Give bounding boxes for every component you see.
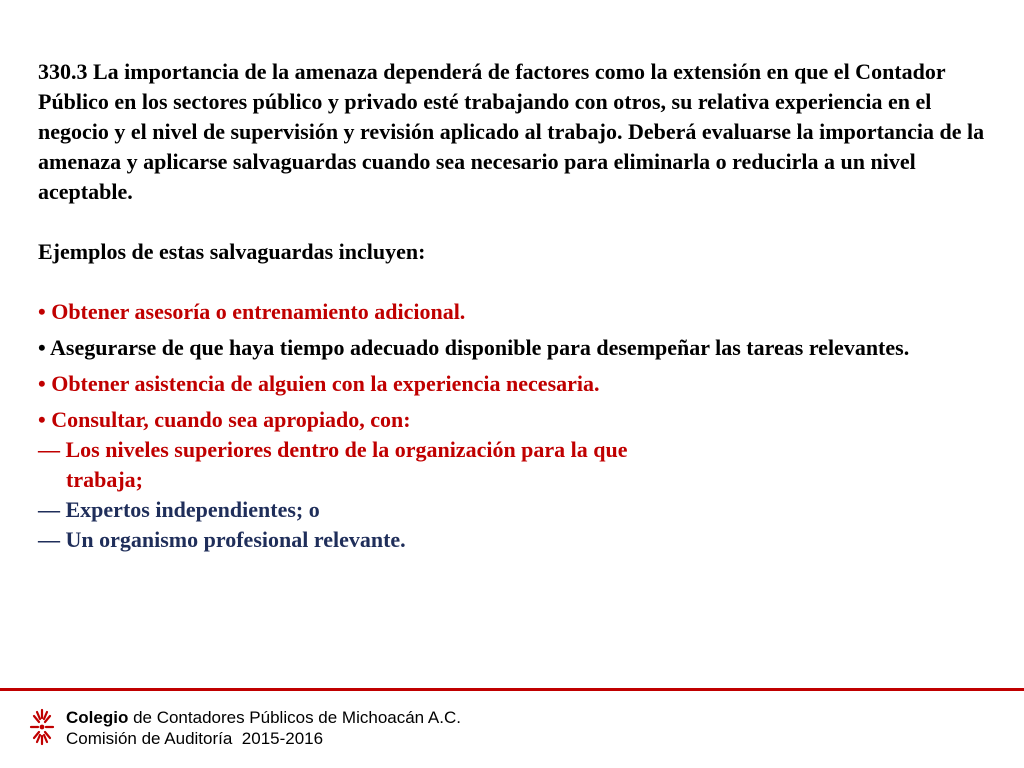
- footer-org-rest: de Contadores Públicos de Michoacán A.C.: [128, 708, 461, 727]
- footer-commission-name: Comisión de Auditoría: [66, 729, 233, 748]
- consult-item-line: — Los niveles superiores dentro de la organización para la que: [38, 437, 628, 462]
- examples-heading: Ejemplos de estas salvaguardas incluyen:: [38, 239, 426, 264]
- bullet-item: • Asegurarse de que haya tiempo adecuado disponible para desempeñar las tareas relevantes.: [38, 335, 910, 360]
- footer-years: 2015-2016: [241, 729, 324, 748]
- footer-organization: [66, 707, 461, 728]
- footer-text: [66, 707, 461, 749]
- slide-content: [38, 57, 998, 555]
- footer-divider: [0, 688, 1024, 691]
- bullet-item: • Obtener asistencia de alguien con la experiencia necesaria.: [38, 371, 600, 396]
- consult-item: [38, 435, 998, 495]
- consult-item: — Expertos independientes; o: [38, 497, 320, 522]
- footer-commission: [66, 728, 461, 749]
- bullet-item: • Consultar, cuando sea apropiado, con:: [38, 407, 411, 432]
- college-emblem-icon: [28, 706, 56, 748]
- main-paragraph: 330.3 La importancia de la amenaza dependerá de factores como la extensión en que el Contador Público en los sectores público y privado esté trabajando con otros, su relativa experiencia en el negocio y el nivel de supervisión y revisión aplicado al trabajo. Deberá evaluarse la importancia de la amenaza y aplicarse salvaguardas cuando sea necesario para eliminarla o reducirla a un nivel aceptable.: [38, 59, 985, 204]
- bullet-item: • Obtener asesoría o entrenamiento adicional.: [38, 299, 466, 324]
- footer-org-bold: Colegio: [66, 708, 129, 727]
- consult-item-continuation: trabaja;: [66, 467, 143, 492]
- consult-item: — Un organismo profesional relevante.: [38, 527, 406, 552]
